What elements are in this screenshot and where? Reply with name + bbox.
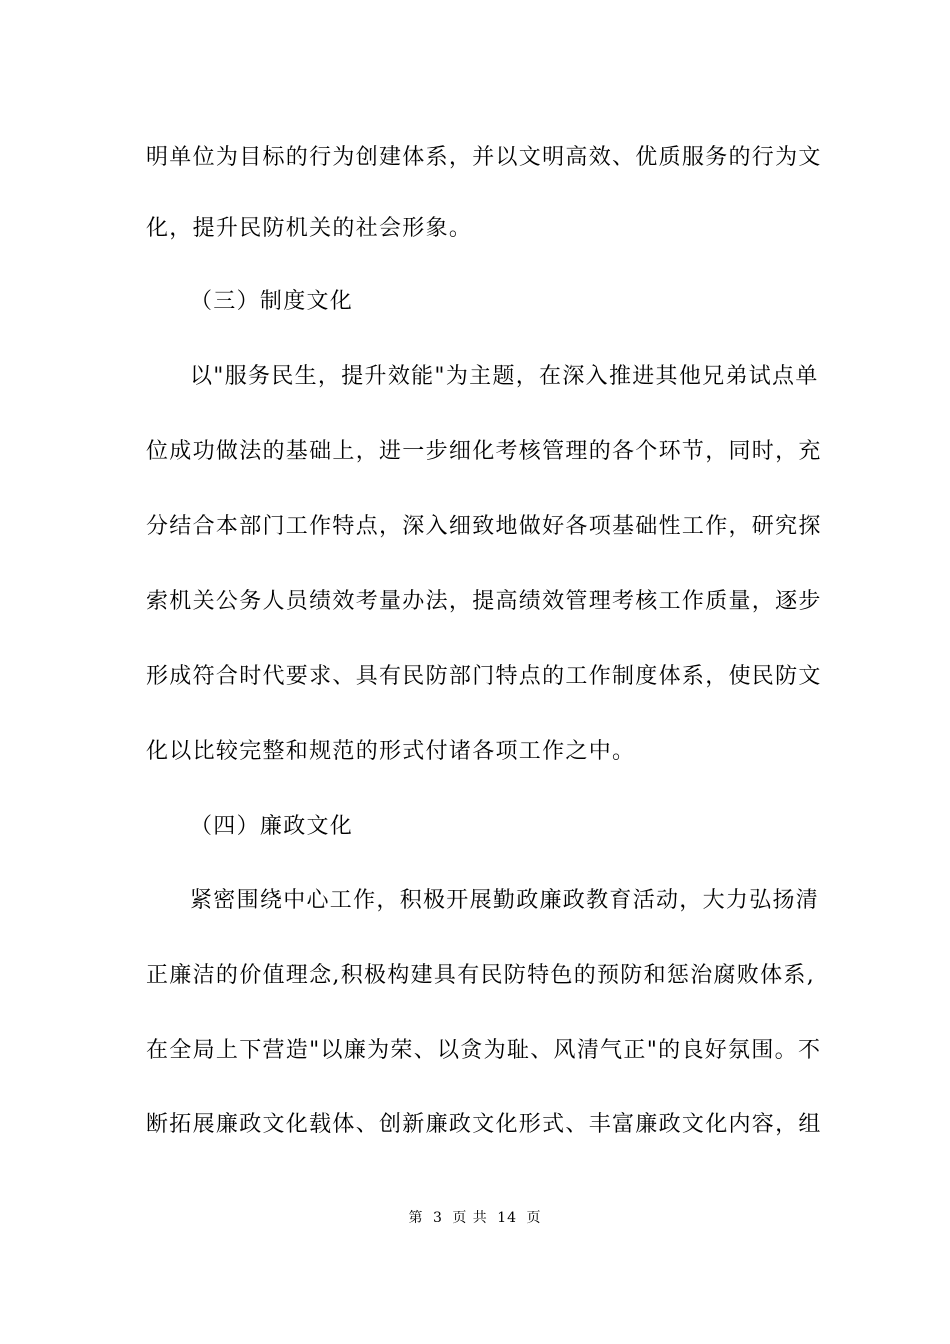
body-line-4: 以"服务民生，提升效能"为主题，在深入推进其他兄弟试点单: [190, 364, 819, 389]
body-line-6: 分结合本部门工作特点，深入细致地做好各项基础性工作，研究探: [146, 514, 822, 539]
body-line-1: 明单位为目标的行为创建体系，并以文明高效、优质服务的行为文: [146, 145, 822, 170]
footer-total-pages: 14: [497, 1210, 518, 1226]
footer-mid: 页 共: [452, 1210, 488, 1226]
body-line-9: 化以比较完整和规范的形式付诸各项工作之中。: [146, 739, 636, 764]
page-footer: [0, 1208, 950, 1228]
body-line-5: 位成功做法的基础上，进一步细化考核管理的各个环节，同时，充: [146, 439, 822, 464]
body-line-13: 在全局上下营造"以廉为荣、以贪为耻、风清气正"的良好氛围。不: [146, 1038, 822, 1063]
body-line-8: 形成符合时代要求、具有民防部门特点的工作制度体系，使民防文: [146, 664, 822, 689]
body-line-14: 断拓展廉政文化载体、创新廉政文化形式、丰富廉政文化内容，组: [146, 1112, 822, 1137]
section-heading-4: （四）廉政文化: [190, 814, 354, 839]
body-line-11: 紧密围绕中心工作，积极开展勤政廉政教育活动，大力弘扬清: [190, 888, 820, 913]
body-line-12: 正廉洁的价值理念,积极构建具有民防特色的预防和惩治腐败体系,: [146, 963, 815, 988]
footer-current-page: 3: [432, 1210, 443, 1226]
body-line-7: 索机关公务人员绩效考量办法，提高绩效管理考核工作质量，逐步: [146, 589, 822, 614]
section-heading-3: （三）制度文化: [190, 289, 354, 314]
footer-suffix: 页: [526, 1210, 542, 1226]
body-line-2: 化，提升民防机关的社会形象。: [146, 216, 473, 241]
footer-prefix: 第: [408, 1210, 424, 1226]
